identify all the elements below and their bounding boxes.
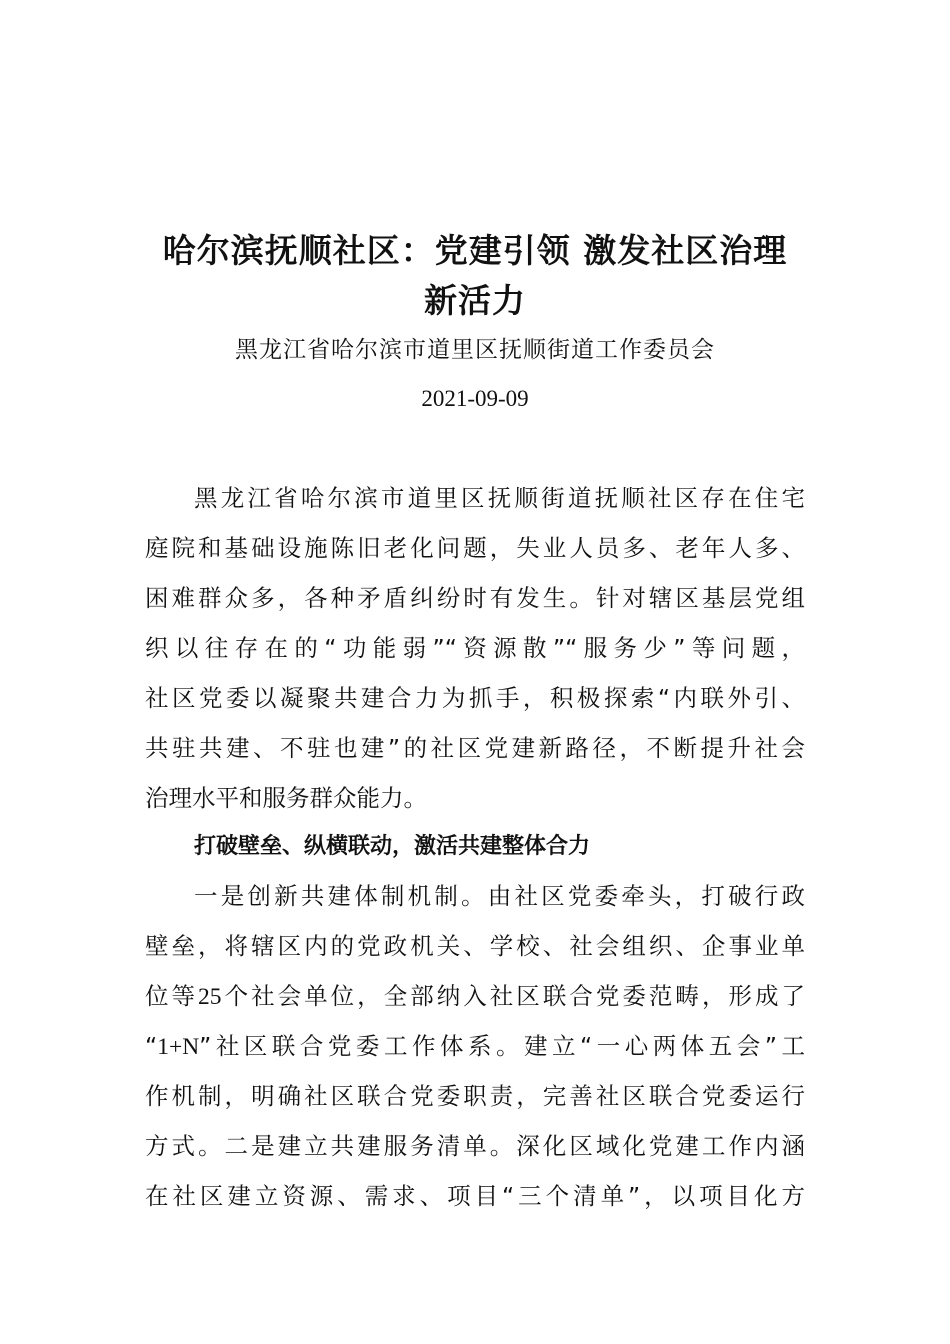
intro-line-3: 困难群众多，各种矛盾纠纷时有发生。针对辖区基层党组 xyxy=(145,584,805,612)
intro-line-1: 黑龙江省哈尔滨市道里区抚顺街道抚顺社区存在住宅 xyxy=(194,484,805,512)
article-date: 2021-09-09 xyxy=(421,386,529,411)
section-line-6: 方式。二是建立共建服务清单。深化区域化党建工作内涵 xyxy=(145,1132,805,1160)
intro-line-7: 治理水平和服务群众能力。 xyxy=(145,784,427,812)
intro-line-6: 共驻共建、不驻也建”的社区党建新路径，不断提升社会 xyxy=(145,734,805,762)
intro-line-2: 庭院和基础设施陈旧老化问题，失业人员多、老年人多、 xyxy=(145,534,805,562)
section-heading: 打破壁垒、纵横联动，激活共建整体合力 xyxy=(194,834,591,859)
intro-line-5: 社区党委以凝聚共建合力为抓手，积极探索“内联外引、 xyxy=(145,684,805,712)
section-line-5: 作机制，明确社区联合党委职责，完善社区联合党委运行 xyxy=(145,1082,805,1110)
article-title-line-1: 哈尔滨抚顺社区：党建引领 激发社区治理 xyxy=(162,231,788,270)
section-line-1: 一是创新共建体制机制。由社区党委牵头，打破行政 xyxy=(194,882,805,910)
section-line-2: 壁垒，将辖区内的党政机关、学校、社会组织、企事业单 xyxy=(145,932,805,960)
section-line-4 xyxy=(145,1030,805,1063)
section-line-7: 在社区建立资源、需求、项目“三个清单”，以项目化方 xyxy=(145,1182,805,1210)
article-author: 黑龙江省哈尔滨市道里区抚顺街道工作委员会 xyxy=(235,337,715,363)
section-line-3-num: 25 xyxy=(198,984,222,1010)
section-line-3-post: 个社会单位，全部纳入社区联合党委范畴，形成了 xyxy=(221,982,806,1010)
section-line-3 xyxy=(145,980,805,1013)
section-line-4-post: ”社区联合党委工作体系。建立“一心两体五会”工 xyxy=(199,1032,805,1060)
section-line-3-pre: 位等 xyxy=(145,982,199,1010)
intro-line-4: 织以往存在的“功能弱”“资源散”“服务少”等问题， xyxy=(145,634,805,662)
article-title-line-2: 新活力 xyxy=(424,281,526,320)
section-line-4-pre: “ xyxy=(145,1032,158,1060)
section-line-4-num: 1+N xyxy=(157,1034,200,1060)
